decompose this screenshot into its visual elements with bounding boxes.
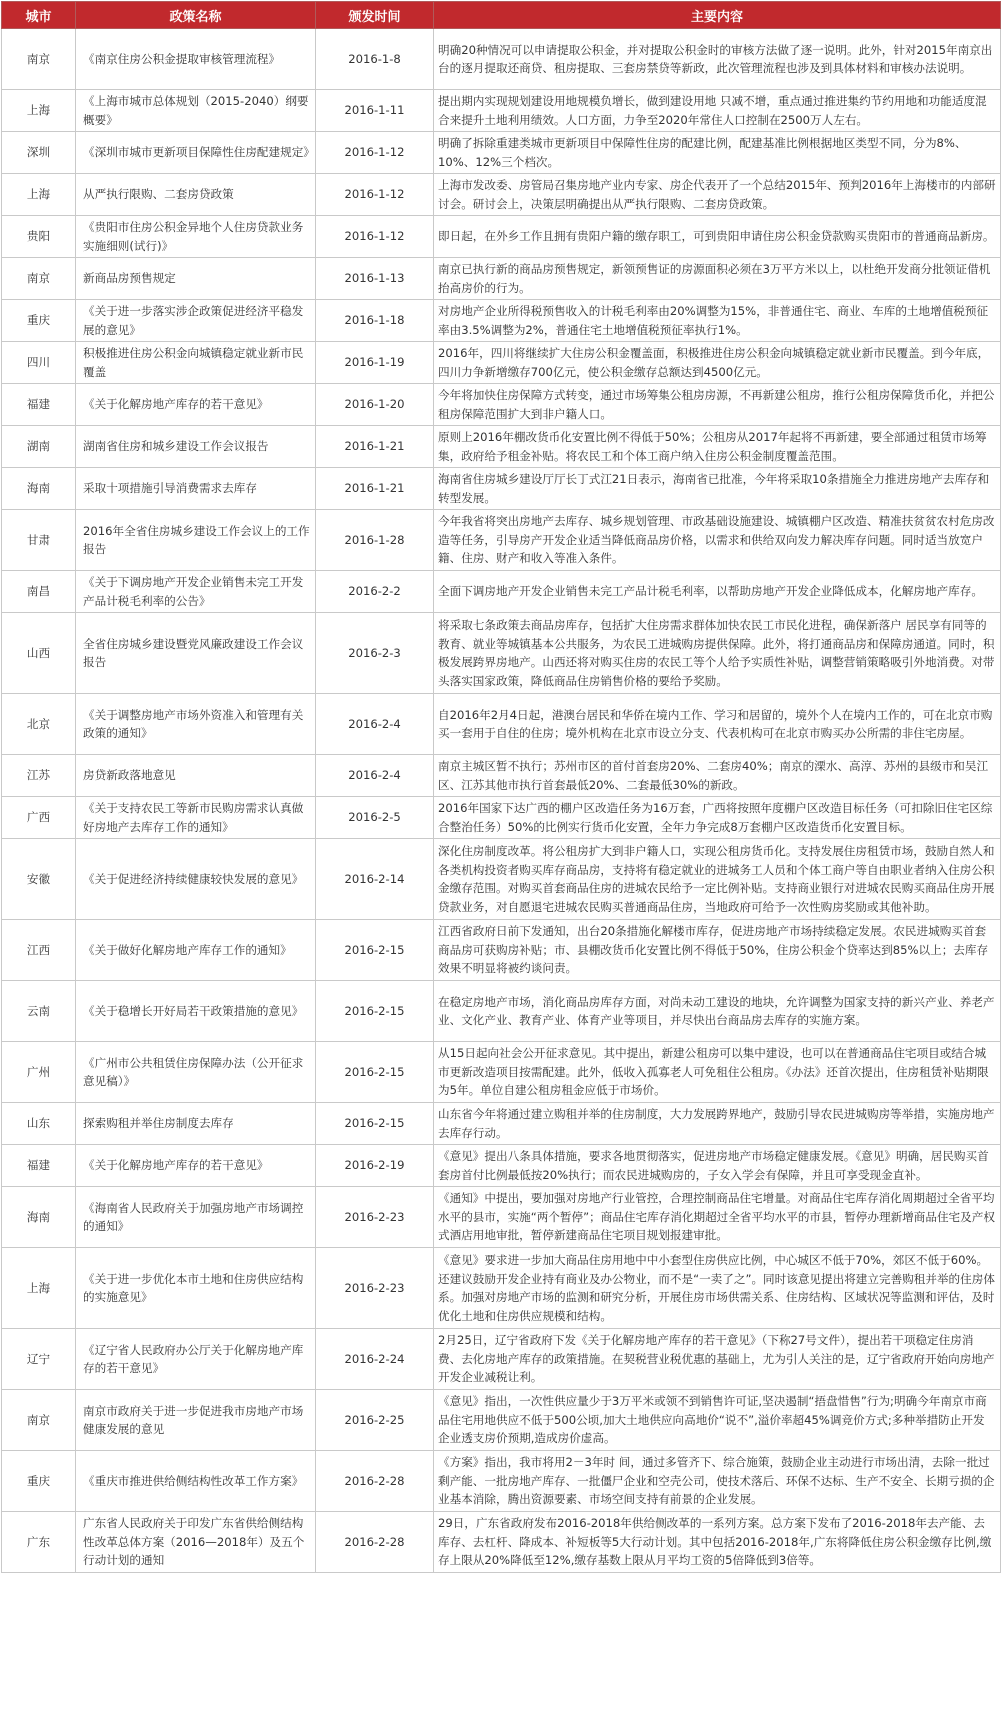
header-content: 主要内容	[434, 2, 1001, 29]
cell-city: 山西	[2, 613, 76, 694]
cell-date: 2016-1-19	[316, 342, 434, 384]
cell-content: 今年将加快住房保障方式转变，通过市场筹集公租房房源，不再新建公租房，推行公租房保障货币化，并把公租房保障范围扩大到非户籍人口。	[434, 384, 1001, 426]
cell-policy: 《关于支持农民工等新市民购房需求认真做好房地产去库存工作的通知》	[76, 797, 316, 839]
cell-city: 上海	[2, 1248, 76, 1329]
cell-city: 贵阳	[2, 216, 76, 258]
cell-content: 上海市发改委、房管局召集房地产业内专家、房企代表开了一个总结2015年、预判2016年上海楼市的内部研讨会。研讨会上，决策层明确提出从严执行限购、二套房贷政策。	[434, 174, 1001, 216]
cell-city: 海南	[2, 468, 76, 510]
cell-date: 2016-2-4	[316, 694, 434, 755]
cell-content: 《通知》中提出，要加强对房地产行业管控，合理控制商品住宅增量。对商品住宅库存消化周期超过全省平均水平的县市，实施“两个暂停”；商品住宅库存消化期超过全省平均水平的市县，暂停办理新增商品住宅及产权式酒店用地审批，暂停新建商品住宅项目规划报建审批。	[434, 1187, 1001, 1248]
cell-policy: 《关于下调房地产开发企业销售未完工开发产品计税毛利率的公告》	[76, 571, 316, 613]
cell-content: 29日，广东省政府发布2016-2018年供给侧改革的一系列方案。总方案下发布了2016-2018年去产能、去库存、去杠杆、降成本、补短板等5大行动计划。其中包括2016-2018年,广东将降低住房公积金缴存比例,缴存上限从20%降低至12%,缴存基数上限从月平均工资的5倍降低到3倍等。	[434, 1512, 1001, 1573]
cell-city: 山东	[2, 1103, 76, 1145]
cell-date: 2016-2-28	[316, 1451, 434, 1512]
cell-date: 2016-1-18	[316, 300, 434, 342]
table-row	[2, 342, 1001, 384]
header-date: 颁发时间	[316, 2, 434, 29]
table-row	[2, 1103, 1001, 1145]
cell-content: 原则上2016年棚改货币化安置比例不得低于50%；公租房从2017年起将不再新建，要全部通过租赁市场筹集，政府给予租金补贴。将农民工和个体工商户纳入住房公积金制度覆盖范围。	[434, 426, 1001, 468]
cell-date: 2016-2-15	[316, 1103, 434, 1145]
cell-policy: 广东省人民政府关于印发广东省供给侧结构性改革总体方案（2016—2018年）及五个行动计划的通知	[76, 1512, 316, 1573]
cell-content: 明确了拆除重建类城市更新项目中保障性住房的配建比例，配建基准比例根据地区类型不同，分为8%、10%、12%三个档次。	[434, 132, 1001, 174]
cell-city: 福建	[2, 384, 76, 426]
table-row	[2, 216, 1001, 258]
table-header	[2, 2, 1001, 29]
cell-date: 2016-1-12	[316, 216, 434, 258]
table-row	[2, 468, 1001, 510]
cell-policy: 《上海市城市总体规划（2015-2040）纲要概要》	[76, 90, 316, 132]
table-row	[2, 571, 1001, 613]
cell-policy: 湖南省住房和城乡建设工作会议报告	[76, 426, 316, 468]
cell-date: 2016-2-24	[316, 1329, 434, 1390]
table-row	[2, 797, 1001, 839]
policy-table	[1, 1, 1001, 1573]
cell-date: 2016-1-20	[316, 384, 434, 426]
table-row	[2, 1187, 1001, 1248]
cell-content: 《意见》要求进一步加大商品住房用地中中小套型住房供应比例，中心城区不低于70%，郊区不低于60%。还建议鼓励开发企业持有商业及办公物业，而不是“一卖了之”。同时该意见提出将建立完善购租并举的住房体系。加强对房地产市场的监测和研究分析，开展住房市场供需关系、住房结构、区域状况等监测和评估，及时优化土地和住房供应规模和结构。	[434, 1248, 1001, 1329]
cell-content: 从15日起向社会公开征求意见。其中提出，新建公租房可以集中建设，也可以在普通商品住宅项目或结合城市更新改造项目按需配建。此外，低收入孤寡老人可免租住公租房。《办法》还首次提出，住房租赁补贴期限为5年。单位自建公租房租金应低于市场价。	[434, 1042, 1001, 1103]
table-row	[2, 300, 1001, 342]
cell-policy: 《辽宁省人民政府办公厅关于化解房地产库存的若干意见》	[76, 1329, 316, 1390]
table-row	[2, 174, 1001, 216]
cell-city: 上海	[2, 174, 76, 216]
cell-date: 2016-1-21	[316, 426, 434, 468]
cell-date: 2016-2-14	[316, 839, 434, 920]
cell-date: 2016-2-19	[316, 1145, 434, 1187]
table-row	[2, 694, 1001, 755]
cell-date: 2016-1-11	[316, 90, 434, 132]
header-row	[2, 2, 1001, 29]
cell-policy: 《关于进一步落实涉企政策促进经济平稳发展的意见》	[76, 300, 316, 342]
table-row	[2, 613, 1001, 694]
cell-content: 《意见》提出八条具体措施，要求各地贯彻落实，促进房地产市场稳定健康发展。《意见》明确，居民购买首套房首付比例最低按20%执行；而农民进城购房的，子女入学会有保障，并且可享受现金直补。	[434, 1145, 1001, 1187]
cell-date: 2016-2-15	[316, 981, 434, 1042]
cell-content: 全面下调房地产开发企业销售未完工产品计税毛利率，以帮助房地产开发企业降低成本，化解房地产库存。	[434, 571, 1001, 613]
cell-city: 南京	[2, 258, 76, 300]
cell-city: 深圳	[2, 132, 76, 174]
table-row	[2, 1145, 1001, 1187]
cell-city: 南昌	[2, 571, 76, 613]
cell-date: 2016-2-15	[316, 1042, 434, 1103]
cell-date: 2016-1-8	[316, 29, 434, 90]
cell-content: 海南省住房城乡建设厅厅长丁式江21日表示，海南省已批准，今年将采取10条措施全力推进房地产去库存和转型发展。	[434, 468, 1001, 510]
table-row	[2, 510, 1001, 571]
table-row	[2, 132, 1001, 174]
table-row	[2, 920, 1001, 981]
cell-policy: 《关于调整房地产市场外资准入和管理有关政策的通知》	[76, 694, 316, 755]
header-city: 城市	[2, 2, 76, 29]
cell-content: 对房地产企业所得税预售收入的计税毛利率由20%调整为15%，非普通住宅、商业、车库的土地增值税预征率由3.5%调整为2%，普通住宅土地增值税预征率执行1%。	[434, 300, 1001, 342]
cell-content: 南京已执行新的商品房预售规定，新领预售证的房源面积必须在3万平方米以上，以杜绝开发商分批领证借机抬高房价的行为。	[434, 258, 1001, 300]
cell-city: 广东	[2, 1512, 76, 1573]
cell-policy: 《重庆市推进供给侧结构性改革工作方案》	[76, 1451, 316, 1512]
cell-policy: 从严执行限购、二套房贷政策	[76, 174, 316, 216]
cell-date: 2016-1-12	[316, 174, 434, 216]
cell-date: 2016-2-2	[316, 571, 434, 613]
cell-policy: 2016年全省住房城乡建设工作会议上的工作报告	[76, 510, 316, 571]
cell-content: 《意见》指出，一次性供应量少于3万平米或领不到销售许可证,坚决遏制“捂盘惜售”行为;明确今年南京市商品住宅用地供应不低于500公顷,加大土地供应向高地价“说不”,溢价率超45%调竞价方式;多种举措防止开发企业透支房价预期,造成房价虚高。	[434, 1390, 1001, 1451]
cell-policy: 全省住房城乡建设暨党风廉政建设工作会议报告	[76, 613, 316, 694]
cell-policy: 《南京住房公积金提取审核管理流程》	[76, 29, 316, 90]
cell-policy: 《关于化解房地产库存的若干意见》	[76, 384, 316, 426]
cell-date: 2016-1-28	[316, 510, 434, 571]
cell-policy: 《深圳市城市更新项目保障性住房配建规定》	[76, 132, 316, 174]
cell-date: 2016-1-21	[316, 468, 434, 510]
table-row	[2, 29, 1001, 90]
cell-city: 南京	[2, 29, 76, 90]
cell-content: 江西省政府日前下发通知，出台20条措施化解楼市库存，促进房地产市场持续稳定发展。农民进城购买首套商品房可获购房补贴；市、县棚改货币化安置比例不得低于50%，住房公积金个贷率达到85%以上；去库存效果不明显将被约谈问责。	[434, 920, 1001, 981]
cell-city: 四川	[2, 342, 76, 384]
table-row	[2, 384, 1001, 426]
cell-city: 福建	[2, 1145, 76, 1187]
table-row	[2, 1451, 1001, 1512]
cell-content: 即日起，在外乡工作且拥有贵阳户籍的缴存职工，可到贵阳申请住房公积金贷款购买贵阳市的普通商品新房。	[434, 216, 1001, 258]
cell-policy: 《海南省人民政府关于加强房地产市场调控的通知》	[76, 1187, 316, 1248]
cell-city: 江苏	[2, 755, 76, 797]
cell-content: 深化住房制度改革。将公租房扩大到非户籍人口，实现公租房货币化。支持发展住房租赁市场，鼓励自然人和各类机构投资者购买库存商品房，支持将有稳定就业的进城务工人员和个体工商户等自由职业者纳入住房公积金缴存范围。对购买首套商品住房的进城农民给予一定比例补贴。支持商业银行对进城农民购买商品住房开展贷款业务，对自愿退宅进城农民购买普通商品住房，当地政府可给予一次性购房奖励或其他补助。	[434, 839, 1001, 920]
cell-date: 2016-1-12	[316, 132, 434, 174]
cell-content: 今年我省将突出房地产去库存、城乡规划管理、市政基础设施建设、城镇棚户区改造、精准扶贫贫农村危房改造等任务，引导房产开发企业适当降低商品房价格，以需求和供给双向发力解决库存问题。同时适当放宽户籍、住房、财产和收入等准入条件。	[434, 510, 1001, 571]
cell-city: 安徽	[2, 839, 76, 920]
cell-policy: 采取十项措施引导消费需求去库存	[76, 468, 316, 510]
cell-city: 辽宁	[2, 1329, 76, 1390]
cell-content: 明确20种情况可以申请提取公积金，并对提取公积金时的审核方法做了逐一说明。此外，针对2015年南京出台的逐月提取还商贷、租房提取、三套房禁贷等新政，此次管理流程也涉及到具体材料和审核办法说明。	[434, 29, 1001, 90]
table-row	[2, 1329, 1001, 1390]
header-policy: 政策名称	[76, 2, 316, 29]
table-row	[2, 258, 1001, 300]
cell-city: 江西	[2, 920, 76, 981]
cell-content: 南京主城区暂不执行；苏州市区的首付首套房20%、二套房40%；南京的溧水、高淳、苏州的县级市和吴江区、江苏其他市执行首套最低20%、二套最低30%的新政。	[434, 755, 1001, 797]
cell-content: 自2016年2月4日起，港澳台居民和华侨在境内工作、学习和居留的，境外个人在境内工作的，可在北京市购买一套用于自住的住房；境外机构在北京市设立分支、代表机构可在北京市购买办公所需的非住宅房屋。	[434, 694, 1001, 755]
cell-policy: 新商品房预售规定	[76, 258, 316, 300]
cell-city: 云南	[2, 981, 76, 1042]
cell-policy: 《贵阳市住房公积金异地个人住房贷款业务实施细则(试行)》	[76, 216, 316, 258]
cell-city: 上海	[2, 90, 76, 132]
table-row	[2, 755, 1001, 797]
table-row	[2, 1390, 1001, 1451]
cell-content: 2016年，四川将继续扩大住房公积金覆盖面，积极推进住房公积金向城镇稳定就业新市民覆盖。到今年底，四川力争新增缴存700亿元，使公积金缴存总额达到4500亿元。	[434, 342, 1001, 384]
cell-city: 重庆	[2, 300, 76, 342]
cell-content: 在稳定房地产市场，消化商品房库存方面，对尚未动工建设的地块，允许调整为国家支持的新兴产业、养老产业、文化产业、教育产业、体育产业等项目，并尽快出台商品房去库存的实施方案。	[434, 981, 1001, 1042]
table-row	[2, 426, 1001, 468]
cell-city: 广西	[2, 797, 76, 839]
table-row	[2, 839, 1001, 920]
cell-date: 2016-1-13	[316, 258, 434, 300]
cell-policy: 《关于促进经济持续健康较快发展的意见》	[76, 839, 316, 920]
table-row	[2, 1248, 1001, 1329]
table-row	[2, 1512, 1001, 1573]
cell-date: 2016-2-4	[316, 755, 434, 797]
table-row	[2, 90, 1001, 132]
cell-policy: 《关于化解房地产库存的若干意见》	[76, 1145, 316, 1187]
cell-policy: 《关于稳增长开好局若干政策措施的意见》	[76, 981, 316, 1042]
cell-date: 2016-2-28	[316, 1512, 434, 1573]
cell-policy: 积极推进住房公积金向城镇稳定就业新市民覆盖	[76, 342, 316, 384]
cell-policy: 探索购租并举住房制度去库存	[76, 1103, 316, 1145]
cell-city: 甘肃	[2, 510, 76, 571]
cell-policy: 《关于进一步优化本市土地和住房供应结构的实施意见》	[76, 1248, 316, 1329]
cell-city: 北京	[2, 694, 76, 755]
cell-policy: 《广州市公共租赁住房保障办法（公开征求意见稿）》	[76, 1042, 316, 1103]
table-row	[2, 981, 1001, 1042]
cell-content: 山东省今年将通过建立购租并举的住房制度，大力发展跨界地产，鼓励引导农民进城购房等举措，实施房地产去库存行动。	[434, 1103, 1001, 1145]
cell-city: 海南	[2, 1187, 76, 1248]
cell-content: 将采取七条政策去商品房库存，包括扩大住房需求群体加快农民工市民化进程，确保新落户 居民享有同等的教育、就业等城镇基本公共服务，为农民工进城购房提供保障。此外，将打通商品房和保障房通道。同时，积极发展跨界房地产。山西还将对购买住房的农民工等个人给予实质性补贴，调整营销策略吸引外地消费。对带头落实国家政策，降低商品住房销售价格的要给予奖励。	[434, 613, 1001, 694]
cell-content: 2016年国家下达广西的棚户区改造任务为16万套，广西将按照年度棚户区改造目标任务（可扣除旧住宅区综合整治任务）50%的比例实行货币化安置，全年力争完成8万套棚户区改造货币化安置目标。	[434, 797, 1001, 839]
table-body	[2, 29, 1001, 1573]
cell-policy: 南京市政府关于进一步促进我市房地产市场健康发展的意见	[76, 1390, 316, 1451]
table-row	[2, 1042, 1001, 1103]
cell-policy: 《关于做好化解房地产库存工作的通知》	[76, 920, 316, 981]
cell-city: 重庆	[2, 1451, 76, 1512]
cell-date: 2016-2-15	[316, 920, 434, 981]
cell-content: 提出期内实现规划建设用地规模负增长，做到建设用地 只减不增，重点通过推进集约节约用地和功能适度混合来提升土地利用绩效。人口方面，力争至2020年常住人口控制在2500万人左右。	[434, 90, 1001, 132]
cell-date: 2016-2-23	[316, 1248, 434, 1329]
cell-date: 2016-2-5	[316, 797, 434, 839]
cell-date: 2016-2-3	[316, 613, 434, 694]
cell-date: 2016-2-25	[316, 1390, 434, 1451]
cell-city: 南京	[2, 1390, 76, 1451]
cell-content: 2月25日，辽宁省政府下发《关于化解房地产库存的若干意见》（下称27号文件），提出若干项稳定住房消费、去化房地产库存的政策措施。在契税营业税优惠的基础上，尤为引人关注的是，辽宁省政府开始向房地产开发企业减税让利。	[434, 1329, 1001, 1390]
cell-city: 湖南	[2, 426, 76, 468]
cell-policy: 房贷新政落地意见	[76, 755, 316, 797]
cell-content: 《方案》指出，我市将用2－3年时 间，通过多管齐下、综合施策，鼓励企业主动进行市场出清，去除一批过剩产能、一批房地产库存、一批僵尸企业和空壳公司，使技术落后、环保不达标、生产不安全、长期亏损的企业基本消除，腾出资源要素、市场空间支持有前景的企业发展。	[434, 1451, 1001, 1512]
cell-date: 2016-2-23	[316, 1187, 434, 1248]
cell-city: 广州	[2, 1042, 76, 1103]
